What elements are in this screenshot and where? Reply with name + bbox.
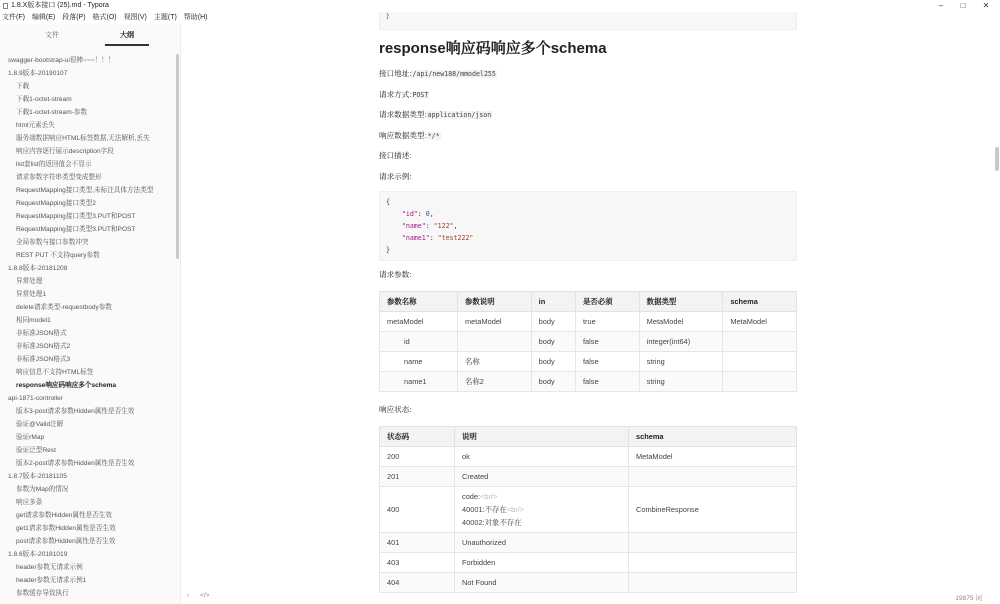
outline-item[interactable]: RequestMapping接口类型,未标注具体方法类型 — [16, 187, 154, 194]
outline-item[interactable]: 下载1-octet-stream-参数 — [16, 109, 88, 116]
outline-item[interactable]: header参数无请求示例1 — [16, 577, 87, 584]
outline-item[interactable]: header参数无请求示例 — [16, 564, 83, 571]
table-cell: name1 — [380, 371, 458, 391]
table-header: 参数说明 — [458, 291, 532, 311]
window-title: 1.8.X版本接口 (25).md - Typora — [11, 2, 109, 9]
table-cell: 名称2 — [458, 371, 532, 391]
table-cell: body — [531, 311, 575, 331]
title-bar — [0, 0, 1000, 12]
outline-item[interactable]: 响应内容逐行展示description字段 — [16, 148, 114, 155]
table-cell — [723, 351, 797, 371]
table-cell: Forbidden — [455, 552, 629, 572]
field-value: /api/new188/mmodel255 — [412, 70, 496, 78]
table-cell: body — [531, 331, 575, 351]
outline-item[interactable]: 1.8.6版本-20181019 — [8, 551, 68, 558]
table-cell: metaModel — [458, 311, 532, 331]
menu-view[interactable]: 视图(V) — [123, 14, 147, 21]
field-label: 请求数据类型: — [379, 110, 427, 119]
table-cell: body — [531, 371, 575, 391]
outline-item[interactable]: 版本3-post请求参数Hidden属性是否生效 — [16, 408, 135, 415]
table-cell: 200 — [380, 446, 455, 466]
code-block-end: } — [379, 12, 797, 30]
outline-list — [0, 54, 176, 600]
table-header: schema — [723, 291, 797, 311]
table-cell: false — [576, 371, 640, 391]
menu-paragraph[interactable]: 段落(P) — [62, 14, 86, 21]
field-label: 响应数据类型: — [379, 130, 427, 140]
outline-item[interactable]: 非标准JSON格式2 — [16, 343, 71, 350]
table-cell: Unauthorized — [455, 532, 629, 552]
status-table — [379, 426, 797, 593]
table-cell — [723, 331, 797, 351]
code-line: { — [386, 197, 390, 206]
field-value: */* — [427, 131, 440, 140]
field-label: 请求方式: — [379, 89, 412, 99]
table-cell: 名称 — [458, 351, 532, 371]
document-icon — [3, 3, 8, 9]
table-cell: ok — [455, 446, 629, 466]
back-arrow-icon[interactable]: ‹ — [187, 592, 190, 599]
sidebar-tabs — [0, 24, 180, 44]
table-cell: 201 — [380, 466, 455, 486]
params-title: 请求参数: — [379, 269, 412, 279]
table-row — [380, 311, 797, 331]
outline-item[interactable]: 响应信息不支持HTML标签 — [16, 369, 94, 376]
outline-item[interactable]: 异常处理 — [16, 278, 43, 285]
word-count[interactable]: 19875 词 — [955, 595, 982, 602]
outline-item[interactable]: list套list的返回值会不显示 — [16, 161, 92, 168]
table-cell — [629, 572, 797, 592]
field-value: application/json — [427, 111, 492, 119]
table-cell: 401 — [380, 532, 455, 552]
outline-item[interactable]: 版本2-post请求参数Hidden属性是否生效 — [16, 460, 135, 467]
desc-line: code:<br/> — [462, 491, 498, 501]
outline-item[interactable]: RequestMapping接口类型3.PUT和POST — [16, 226, 136, 233]
table-cell: MetaModel — [629, 446, 797, 466]
outline-item[interactable]: REST PUT 不支持query参数 — [16, 252, 100, 259]
close-button[interactable]: ✕ — [982, 1, 990, 10]
desc-line: 40002:对象不存在 — [462, 517, 522, 527]
table-row — [380, 572, 797, 592]
outline-item[interactable]: 全局参数与接口参数冲突 — [16, 239, 89, 246]
table-row — [380, 466, 797, 486]
maximize-button[interactable]: □ — [960, 1, 966, 10]
table-cell: false — [576, 331, 640, 351]
table-cell — [629, 466, 797, 486]
table-cell: metaModel — [380, 311, 458, 331]
table-cell — [723, 371, 797, 391]
section-heading: response响应码响应多个schema — [379, 40, 607, 57]
outline-item[interactable]: html元素丢失 — [16, 122, 55, 129]
field-description — [379, 150, 797, 171]
status-bar — [182, 590, 1000, 604]
menu-file[interactable]: 文件(F) — [2, 14, 25, 21]
table-cell — [629, 532, 797, 552]
field-label: 请求示例: — [379, 171, 412, 181]
document — [379, 12, 797, 593]
tab-files[interactable]: 文件 — [45, 32, 59, 39]
editor-area — [182, 12, 1000, 604]
table-cell: 404 — [380, 572, 455, 592]
field-endpoint — [379, 68, 797, 89]
table-cell: true — [576, 311, 640, 331]
outline-item[interactable]: 验证rMap — [16, 434, 45, 441]
outline-item[interactable]: 1.8.7版本-20181105 — [8, 473, 67, 480]
field-method — [379, 89, 797, 110]
outline-item[interactable]: 下载 — [16, 83, 30, 90]
status-title: 响应状态: — [379, 404, 412, 414]
outline-item[interactable]: 验证@Valid注解 — [16, 421, 64, 428]
table-header: 是否必须 — [576, 291, 640, 311]
table-header: schema — [629, 426, 797, 446]
outline-item[interactable]: response响应码响应多个schema — [16, 382, 117, 389]
outline-item[interactable]: 参数缓存导致执行 — [16, 590, 69, 597]
outline-item[interactable]: 参数为Map的情况 — [16, 486, 69, 493]
table-row — [380, 351, 797, 371]
source-code-icon[interactable]: </> — [200, 592, 210, 599]
table-cell — [455, 486, 629, 532]
outline-item[interactable]: get请求参数Hidden属性是否生效 — [16, 512, 112, 519]
outline-item[interactable]: RequestMapping接口类型2 — [16, 200, 96, 207]
table-cell: name — [380, 351, 458, 371]
table-cell — [629, 552, 797, 572]
table-cell: CombineResponse — [629, 486, 797, 532]
code-line: "name1": "test222" — [401, 233, 474, 242]
active-tab-indicator — [105, 44, 149, 46]
table-cell: integer(int64) — [639, 331, 723, 351]
outline-item[interactable]: 非标准JSON格式 — [16, 330, 67, 337]
menu-bar — [0, 12, 210, 24]
table-cell: string — [639, 371, 723, 391]
field-example — [379, 171, 797, 185]
menu-theme[interactable]: 主题(T) — [153, 14, 177, 21]
field-label: 接口描述: — [379, 151, 412, 160]
code-line: "name": "122", — [401, 221, 458, 230]
table-cell: MetaModel — [723, 311, 797, 331]
menu-help[interactable]: 帮助(H) — [183, 14, 208, 21]
outline-item[interactable]: delete请求类型-requestbody参数 — [16, 304, 113, 311]
table-row — [380, 486, 797, 532]
outline-item[interactable]: swagger-bootstrap-ui很棒~~~！！！ — [8, 57, 115, 64]
field-value: POST — [412, 90, 429, 99]
menu-edit[interactable]: 编辑(E) — [31, 14, 56, 21]
sidebar-scrollbar[interactable] — [176, 54, 179, 259]
table-row — [380, 446, 797, 466]
table-header: in — [531, 291, 575, 311]
outline-item[interactable]: 非标准JSON格式3 — [16, 356, 71, 363]
editor-scrollbar[interactable] — [995, 147, 999, 171]
table-header: 参数名称 — [380, 291, 458, 311]
table-cell: MetaModel — [639, 311, 723, 331]
table-cell: false — [576, 351, 640, 371]
outline-item[interactable]: 下载1-octet-stream — [16, 96, 72, 103]
outline-item[interactable]: RequestMapping接口类型3.PUT和POST — [16, 213, 136, 220]
field-response-type — [379, 130, 797, 151]
table-cell: id — [380, 331, 458, 351]
minimize-button[interactable]: – — [938, 1, 944, 10]
table-cell: string — [639, 351, 723, 371]
outline-item[interactable]: get1请求参数Hidden属性是否生效 — [16, 525, 116, 532]
outline-item[interactable]: 1.8.8版本-20181208 — [8, 265, 68, 272]
params-table — [379, 291, 797, 392]
table-row — [380, 371, 797, 391]
table-header: 说明 — [455, 426, 629, 446]
table-cell: 400 — [380, 486, 455, 532]
tab-outline[interactable]: 大纲 — [120, 32, 134, 39]
table-cell: body — [531, 351, 575, 371]
code-line: } — [386, 245, 390, 254]
table-header: 状态码 — [380, 426, 455, 446]
code-line: "id": 0, — [401, 209, 434, 218]
table-cell: Created — [455, 466, 629, 486]
outline-item[interactable]: 1.8.9版本-20190107 — [8, 70, 68, 77]
outline-item[interactable]: post请求参数Hidden属性是否生效 — [16, 538, 116, 545]
outline-item[interactable]: 异常处理1 — [16, 291, 47, 298]
outline-item[interactable]: 响应多条 — [16, 499, 43, 506]
desc-line: 40001:不存在<br/> — [462, 504, 525, 514]
table-row — [380, 331, 797, 351]
outline-item[interactable]: 相同model1 — [16, 317, 51, 324]
sidebar — [0, 24, 181, 604]
menu-format[interactable]: 格式(O) — [92, 14, 117, 21]
outline-item[interactable]: 验证泛型Rest — [16, 447, 56, 454]
table-header: 数据类型 — [639, 291, 723, 311]
table-cell: 403 — [380, 552, 455, 572]
table-cell: Not Found — [455, 572, 629, 592]
table-row — [380, 552, 797, 572]
outline-item[interactable]: api-1871-controller — [8, 395, 63, 402]
request-example-code[interactable] — [379, 191, 797, 261]
outline-item[interactable]: 服务端数据响应HTML标签数据,无法解析,丢失 — [16, 135, 150, 142]
field-label: 接口地址: — [379, 69, 412, 78]
table-row — [380, 532, 797, 552]
table-cell — [458, 331, 532, 351]
field-request-type — [379, 109, 797, 130]
outline-item[interactable]: 请求参数字符串类型变成整形 — [16, 174, 102, 181]
